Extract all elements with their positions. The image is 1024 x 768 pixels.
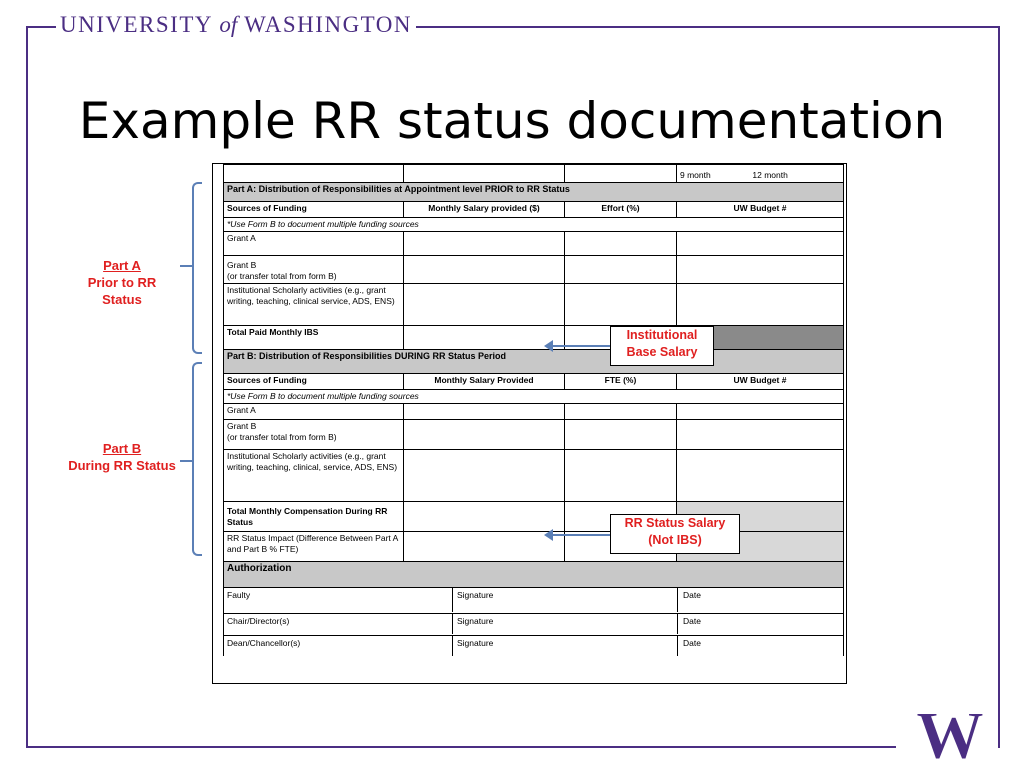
table-row xyxy=(224,502,844,532)
frame-bottom xyxy=(26,746,896,748)
uw-w-logo xyxy=(908,702,992,764)
table-row xyxy=(224,614,844,636)
part-a-col-budget: UW Budget # xyxy=(677,202,844,218)
ibs-arrow xyxy=(552,345,610,347)
part-b-rr-impact: RR Status Impact (Difference Between Part A and Part B % FTE) xyxy=(224,532,404,562)
part-a-grant-b: Grant B (or transfer total from form B) xyxy=(224,256,404,284)
part-a-grant-a: Grant A xyxy=(224,232,404,256)
table-row xyxy=(224,232,844,256)
auth-dean-date[interactable]: Date xyxy=(683,638,701,648)
form-table xyxy=(223,164,844,656)
part-b-heading-row xyxy=(224,350,844,374)
auth-chair-signature[interactable]: Signature xyxy=(457,616,494,626)
frame-top-right xyxy=(410,26,1000,28)
auth-chair-label: Chair/Director(s) xyxy=(227,616,290,626)
part-a-heading: Part A: Distribution of Responsibilities at Appointment level PRIOR to RR Status xyxy=(224,183,844,202)
auth-faculty-signature[interactable]: Signature xyxy=(457,590,494,600)
part-b-grant-a: Grant A xyxy=(224,404,404,420)
part-b-label: Part B During RR Status xyxy=(68,441,176,473)
table-row xyxy=(224,636,844,657)
part-a-note-row xyxy=(224,218,844,232)
twelve-month-label: 12 month xyxy=(752,170,788,180)
part-a-column-headers xyxy=(224,202,844,218)
brand-wordmark: UNIVERSITY of WASHINGTON xyxy=(56,9,416,41)
part-b-heading: Part B: Distribution of Responsibilities DURING RR Status Period xyxy=(224,350,844,374)
auth-dean-label: Dean/Chancellor(s) xyxy=(227,638,301,648)
part-b-col-salary: Monthly Salary Provided xyxy=(404,374,565,390)
part-a-institutional: Institutional Scholarly activities (e.g., grant writing, teaching, clinical service, ADS, ENS) xyxy=(224,284,404,326)
authorization-heading: Authorization xyxy=(224,562,844,588)
authorization-heading-row xyxy=(224,562,844,588)
part-b-col-budget: UW Budget # xyxy=(677,374,844,390)
rr-status-form xyxy=(212,163,847,684)
auth-faculty-date[interactable]: Date xyxy=(683,590,701,600)
part-b-note: *Use Form B to document multiple funding sources xyxy=(224,390,844,404)
ibs-callout: Institutional Base Salary xyxy=(610,326,714,366)
table-row xyxy=(224,588,844,614)
auth-faculty-label: Faulty xyxy=(227,590,251,600)
part-b-column-headers xyxy=(224,374,844,390)
part-a-heading-row xyxy=(224,183,844,202)
part-b-col-sources: Sources of Funding xyxy=(224,374,404,390)
part-b-total-comp: Total Monthly Compensation During RR Status xyxy=(224,502,404,532)
auth-dean-signature[interactable]: Signature xyxy=(457,638,494,648)
part-a-col-effort: Effort (%) xyxy=(565,202,677,218)
part-a-bracket xyxy=(192,182,202,354)
form-top-row xyxy=(224,165,844,183)
part-a-col-salary: Monthly Salary provided ($) xyxy=(404,202,565,218)
part-a-note: *Use Form B to document multiple funding sources xyxy=(224,218,844,232)
auth-chair-date[interactable]: Date xyxy=(683,616,701,626)
table-row xyxy=(224,450,844,502)
part-b-bracket-tick xyxy=(180,460,192,462)
slide-title: Example RR status documentation xyxy=(78,92,946,150)
nine-month-label: 9 month xyxy=(680,170,711,180)
part-b-institutional: Institutional Scholarly activities (e.g., grant writing, teaching, clinical, service, ADS, ENS) xyxy=(224,450,404,502)
table-row xyxy=(224,532,844,562)
part-a-col-sources: Sources of Funding xyxy=(224,202,404,218)
table-row xyxy=(224,420,844,450)
rr-arrow xyxy=(552,534,610,536)
part-a-total-ibs: Total Paid Monthly IBS xyxy=(224,326,404,350)
part-b-col-fte: FTE (%) xyxy=(565,374,677,390)
part-b-note-row xyxy=(224,390,844,404)
uw-w-letter: W xyxy=(916,702,984,764)
part-a-bracket-tick xyxy=(180,265,192,267)
table-row xyxy=(224,284,844,326)
table-row xyxy=(224,326,844,350)
table-row xyxy=(224,256,844,284)
part-b-bracket xyxy=(192,362,202,556)
table-row xyxy=(224,404,844,420)
rr-callout: RR Status Salary (Not IBS) xyxy=(610,514,740,554)
part-b-grant-b: Grant B (or transfer total from form B) xyxy=(224,420,404,450)
part-a-label: Part A Prior to RR Status xyxy=(87,258,157,307)
